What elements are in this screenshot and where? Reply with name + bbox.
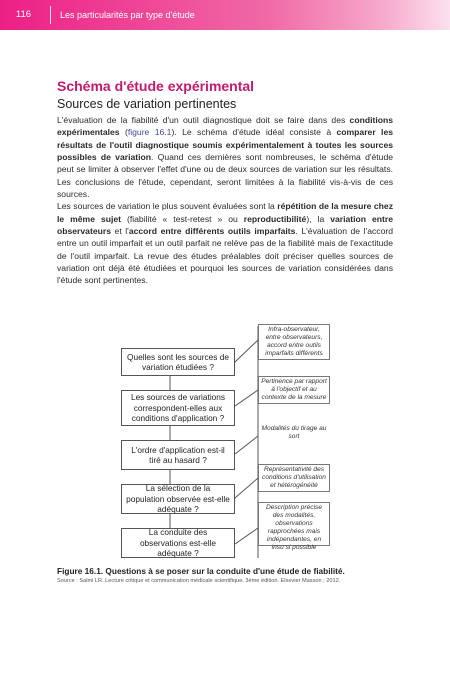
- question-box-2: Les sources de variations correspondent-elles aux conditions d'application ?: [121, 390, 235, 426]
- connector-line: [235, 478, 258, 498]
- page-header: [0, 0, 450, 30]
- connector-line: [235, 436, 258, 454]
- question-box-4: La sélection de la population observée est-elle adéquate ?: [121, 484, 235, 514]
- sub-title: Sources de variation pertinentes: [57, 97, 237, 111]
- text-run: L'évaluation de la fiabilité d'un outil diagnostique doit se faire dans des: [57, 115, 350, 125]
- body-text: [57, 114, 393, 287]
- header-separator: [50, 6, 51, 24]
- bold-run: variation entre observateurs: [57, 213, 394, 237]
- bold-run: répétition de la mesure chez le même sujet: [57, 201, 394, 224]
- bold-run: conditions expérimentales: [57, 115, 393, 138]
- question-box-1: Quelles sont les sources de variation étudiées ?: [121, 348, 235, 376]
- question-box-5: La conduite des observations est-elle adéquate ?: [121, 528, 235, 558]
- connector-line: [235, 340, 258, 362]
- figure-caption: Figure 16.1. Questions à se poser sur la conduite d'une étude de fiabilité.: [57, 566, 345, 576]
- running-title: Les particularités par type d'étude: [60, 10, 195, 20]
- bold-run: accord entre différents outils imparfaits: [128, 226, 296, 237]
- text-run: Les sources de variation le plus souvent évaluées sont la: [57, 201, 278, 212]
- paragraph-1: [57, 114, 393, 200]
- text-run: ), la: [306, 213, 331, 224]
- note-2: Pertinence par rapport à l'objectif et au contexte de la mesure: [258, 376, 330, 404]
- flow-diagram: [57, 318, 393, 566]
- text-run: (: [119, 127, 128, 138]
- text-run: . L'évaluation de l'accord entre un outil imparfait et un outil parfait ne relève pas de la fiabilité mais de l'exactitude de l'outil imparfait. La revue des études préalables doit préciser quelles sources de variation ont déjà été étudiées et pourquoi les sources de variation considérées dans l'étude sont pertinentes.: [57, 226, 393, 286]
- note-4: Représentativité des conditions d'utilisation et hétérogénéité: [258, 464, 330, 492]
- connector-line: [235, 528, 258, 544]
- note-5: Description précise des modalités, observations rapprochées mais indépendantes, en insu si possible: [258, 502, 330, 546]
- question-box-3: L'ordre d'application est-il tiré au hasard ?: [121, 440, 235, 470]
- connector-line: [235, 390, 258, 406]
- text-run: . Quand ces dernières sont nombreuses, le schéma d'étude peut se limiter à observer l'effet d'une ou de deux sources de variation sur les résultats. Les conclusions de l'étude, cependant, seront limitées à la fiabilité vis-à-vis de ces sources.: [57, 152, 394, 200]
- note-1: Infra-observateur, entre observateurs, accord entre outils imparfaits différents: [258, 324, 330, 360]
- text-run: (fiabilité « test-retest » ou: [121, 213, 244, 224]
- bold-run: comparer les résultats de l'outil diagnostique soumis expérimentalement à toutes les sources possibles de variation: [57, 127, 394, 163]
- figure-link[interactable]: figure 16.1: [127, 127, 172, 138]
- paragraph-2: [57, 200, 393, 286]
- text-run: et l': [110, 226, 129, 237]
- section-title: Schéma d'étude expérimental: [57, 78, 255, 94]
- page-number: 116: [15, 9, 32, 20]
- figure-source: Source : Salmi LR. Lecture critique et communication médicale scientifique. 3ème édition. Elsevier Masson ; 2012.: [57, 578, 341, 584]
- text-run: ). Le schéma d'étude idéal consiste à: [171, 127, 337, 138]
- bold-run: reproductibilité: [243, 213, 307, 224]
- note-3: Modalités du tirage au sort: [261, 425, 327, 440]
